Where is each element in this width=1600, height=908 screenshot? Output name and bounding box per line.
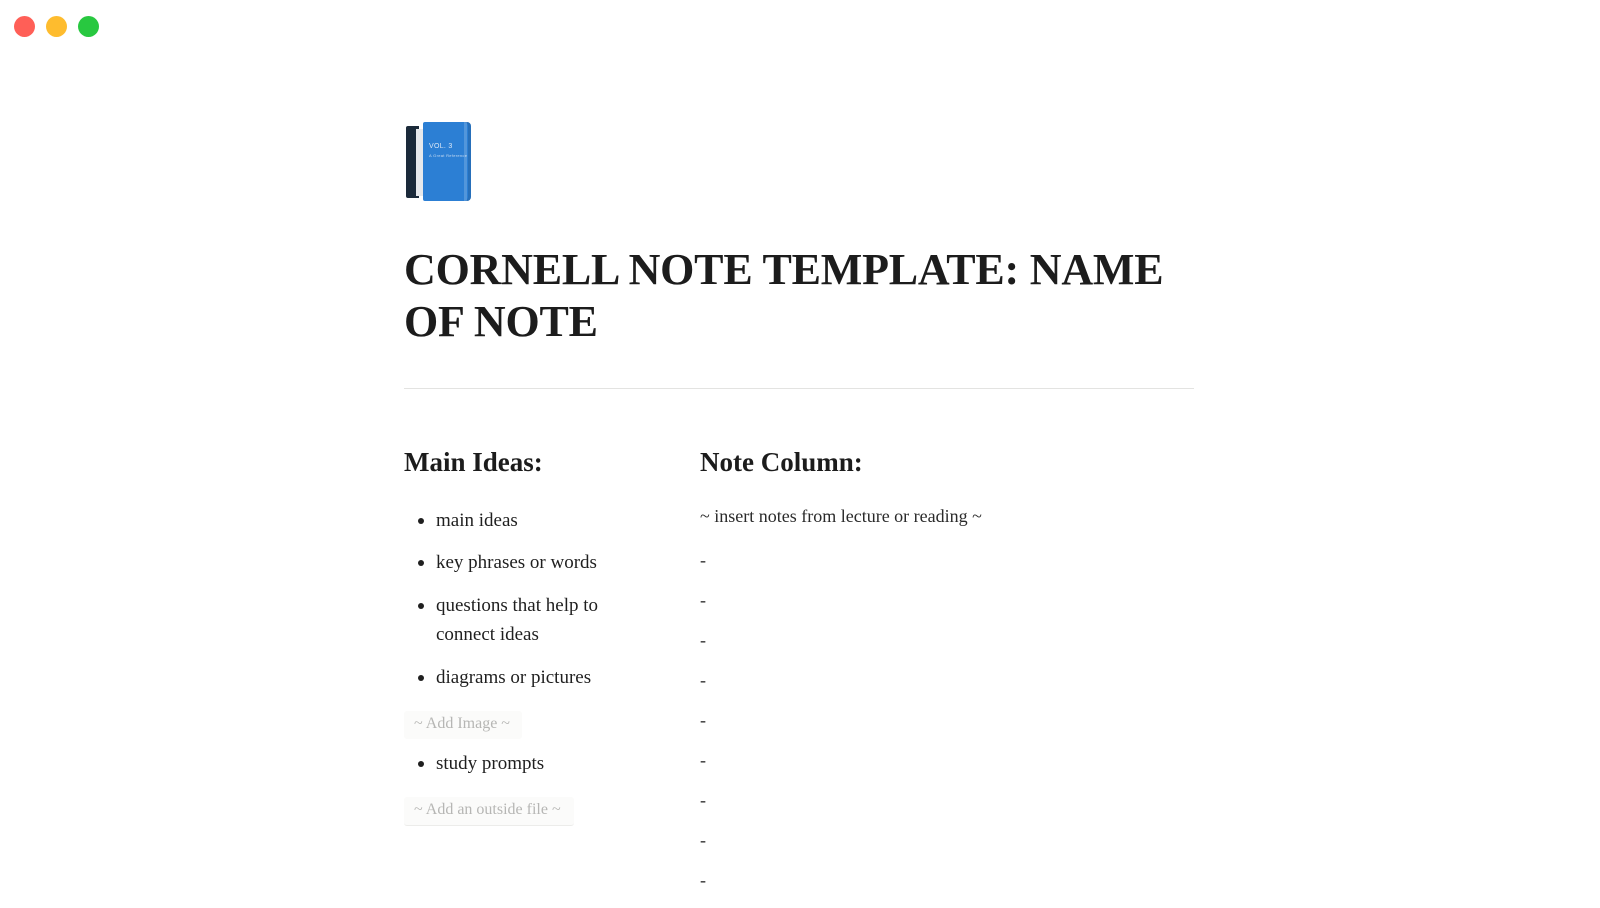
main-ideas-heading[interactable]: Main Ideas: bbox=[404, 446, 543, 477]
note-column bbox=[700, 447, 1194, 908]
book-cover-label bbox=[429, 142, 467, 159]
note-line[interactable]: - bbox=[700, 629, 706, 650]
document-body bbox=[0, 52, 1600, 908]
note-column-intro[interactable]: ~ insert notes from lecture or reading ~ bbox=[700, 505, 982, 526]
add-image-button[interactable]: ~ Add Image ~ bbox=[404, 711, 522, 739]
maximize-window-button[interactable] bbox=[78, 16, 99, 37]
note-line[interactable]: - bbox=[700, 829, 706, 850]
list-item[interactable]: key phrases or words bbox=[404, 548, 639, 577]
note-line[interactable]: - bbox=[700, 709, 706, 730]
list-item[interactable]: questions that help to connect ideas bbox=[404, 591, 639, 650]
close-window-button[interactable] bbox=[14, 16, 35, 37]
note-line[interactable]: - bbox=[700, 789, 706, 810]
book-cover-subtitle: A Great Reference bbox=[429, 152, 468, 158]
list-item[interactable]: diagrams or pictures bbox=[404, 663, 639, 692]
note-line[interactable]: - bbox=[700, 869, 706, 890]
main-ideas-list bbox=[404, 506, 700, 692]
page-title[interactable]: CORNELL NOTE TEMPLATE: NAME OF NOTE bbox=[404, 245, 1164, 346]
cornell-columns bbox=[404, 447, 1194, 908]
note-line[interactable]: - bbox=[700, 669, 706, 690]
closed-book-icon[interactable] bbox=[404, 120, 474, 200]
main-ideas-list-continued bbox=[404, 749, 700, 778]
main-ideas-column bbox=[404, 447, 700, 908]
book-cover-title: VOL. 3 bbox=[429, 143, 453, 150]
note-column-heading[interactable]: Note Column: bbox=[700, 446, 863, 477]
title-divider bbox=[404, 388, 1194, 389]
note-line[interactable]: - bbox=[700, 749, 706, 770]
window-titlebar bbox=[0, 0, 1600, 52]
window-controls bbox=[14, 16, 99, 37]
book-cover bbox=[423, 122, 471, 201]
minimize-window-button[interactable] bbox=[46, 16, 67, 37]
add-outside-file-button[interactable]: ~ Add an outside file ~ bbox=[404, 797, 574, 826]
list-item[interactable]: main ideas bbox=[404, 506, 639, 535]
list-item[interactable]: study prompts bbox=[404, 749, 639, 778]
note-line[interactable]: - bbox=[700, 549, 706, 570]
note-line[interactable]: - bbox=[700, 589, 706, 610]
